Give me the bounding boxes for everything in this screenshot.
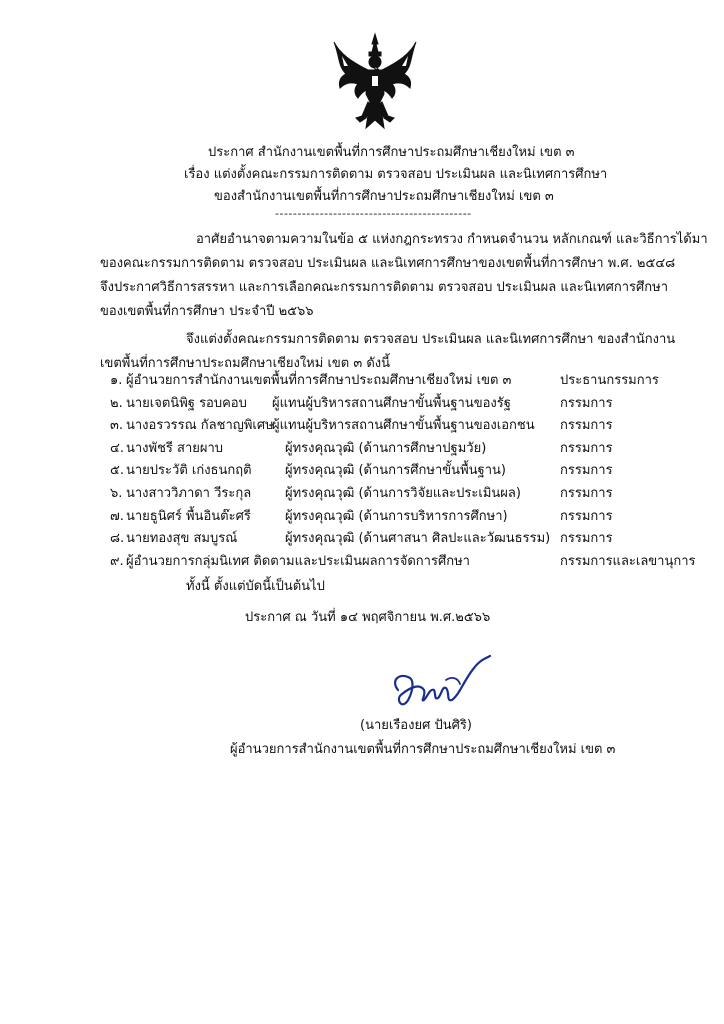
committee-number: ๑. bbox=[110, 373, 123, 388]
garuda-emblem-icon bbox=[332, 32, 418, 134]
committee-number: ๕. bbox=[110, 463, 124, 478]
committee-member-role: กรรมการ bbox=[560, 418, 613, 433]
committee-member-name: ผู้อำนวยการสำนักงานเขตพื้นที่การศึกษาประถมศึกษาเชียงใหม่ เขต ๓ bbox=[126, 373, 512, 388]
committee-member-name: นางสาววิภาดา วีระกุล bbox=[126, 486, 252, 501]
committee-member-description: ผู้ทรงคุณวุฒิ (ด้านการศึกษาปฐมวัย) bbox=[285, 441, 487, 456]
announcement-date: ประกาศ ณ วันที่ ๑๔ พฤศจิกายน พ.ศ.๒๕๖๖ bbox=[245, 610, 491, 625]
committee-member-role: กรรมการ bbox=[560, 531, 613, 546]
announcement-subject: เรื่อง แต่งตั้งคณะกรรมการติดตาม ตรวจสอบ ประเมินผล และนิเทศการศึกษา bbox=[184, 167, 608, 182]
body-paragraph-1-line-1: อาศัยอำนาจตามความในข้อ ๕ แห่งกฎกระทรวง กำหนดจำนวน หลักเกณฑ์ และวิธีการได้มา bbox=[196, 232, 708, 247]
committee-member-role: กรรมการ bbox=[560, 463, 613, 478]
committee-member-role: กรรมการ bbox=[560, 441, 613, 456]
committee-member-description: ผู้แทนผู้บริหารสถานศึกษาขั้นพื้นฐานของเอกชน bbox=[272, 418, 535, 433]
committee-number: ๖. bbox=[110, 486, 123, 501]
signatory-name: (นายเรืองยศ ปันศิริ) bbox=[360, 718, 472, 733]
committee-member-role: ประธานกรรมการ bbox=[560, 373, 659, 388]
committee-member-name: นายประวัติ เก่งธนกฤติ bbox=[126, 463, 252, 478]
committee-member-name: นางอรวรรณ กัลชาญพิเศษ bbox=[126, 418, 274, 433]
committee-member-description: ผู้ทรงคุณวุฒิ (ด้านศาสนา ศิลปะและวัฒนธรรม) bbox=[285, 531, 551, 546]
header-separator: -------------------------------------------- bbox=[275, 207, 472, 220]
handwritten-signature bbox=[380, 650, 500, 716]
committee-member-name: ผู้อำนวยการกลุ่มนิเทศ ติดตามและประเมินผลการจัดการศึกษา bbox=[126, 554, 470, 569]
body-paragraph-1-line-3: จึงประกาศวิธีการสรรหา และการเลือกคณะกรรมการติดตาม ตรวจสอบ ประเมินผล และนิเทศการศึกษา bbox=[100, 280, 669, 295]
committee-member-role: กรรมการ bbox=[560, 486, 613, 501]
committee-number: ๙. bbox=[110, 554, 124, 569]
body-paragraph-2-line-1: จึงแต่งตั้งคณะกรรมการติดตาม ตรวจสอบ ประเมินผล และนิเทศการศึกษา ของสำนักงาน bbox=[186, 332, 676, 347]
announcement-title: ประกาศ สำนักงานเขตพื้นที่การศึกษาประถมศึกษาเชียงใหม่ เขต ๓ bbox=[208, 145, 575, 160]
committee-member-description: ผู้ทรงคุณวุฒิ (ด้านการวิจัยและประเมินผล) bbox=[285, 486, 521, 501]
committee-member-description: ผู้ทรงคุณวุฒิ (ด้านการศึกษาขั้นพื้นฐาน) bbox=[285, 463, 506, 478]
committee-member-role: กรรมการ bbox=[560, 396, 613, 411]
committee-member-name: นางพัชรี สายผาบ bbox=[126, 441, 224, 456]
announcement-subject-line2: ของสำนักงานเขตพื้นที่การศึกษาประถมศึกษาเชียงใหม่ เขต ๓ bbox=[214, 189, 554, 204]
committee-member-name: นายทองสุข สมบูรณ์ bbox=[126, 531, 238, 546]
committee-member-description: ผู้ทรงคุณวุฒิ (ด้านการบริหารการศึกษา) bbox=[285, 509, 508, 524]
body-paragraph-1-line-2: ของคณะกรรมการติดตาม ตรวจสอบ ประเมินผล และนิเทศการศึกษาของเขตพื้นที่การศึกษา พ.ศ. ๒๕๔๘ bbox=[100, 256, 676, 271]
committee-number: ๘. bbox=[110, 531, 125, 546]
committee-member-role: กรรมการ bbox=[560, 509, 613, 524]
body-paragraph-1-line-4: ของเขตพื้นที่การศึกษา ประจำปี ๒๕๖๖ bbox=[100, 304, 314, 319]
committee-number: ๒. bbox=[110, 396, 123, 411]
effective-statement: ทั้งนี้ ตั้งแต่บัดนี้เป็นต้นไป bbox=[186, 579, 325, 594]
signatory-position: ผู้อำนวยการสำนักงานเขตพื้นที่การศึกษาประถมศึกษาเชียงใหม่ เขต ๓ bbox=[230, 742, 616, 757]
committee-number: ๗. bbox=[110, 509, 124, 524]
committee-member-name: นายธูนิศร์ พื้นอินต๊ะศรี bbox=[126, 509, 251, 524]
body-paragraph-2-line-2: เขตพื้นที่การศึกษาประถมศึกษาเชียงใหม่ เขต ๓ ดังนี้ bbox=[100, 356, 391, 371]
committee-number: ๔. bbox=[110, 441, 124, 456]
committee-member-description: ผู้แทนผู้บริหารสถานศึกษาขั้นพื้นฐานของรัฐ bbox=[272, 396, 511, 411]
committee-number: ๓. bbox=[110, 418, 124, 433]
committee-member-role: กรรมการและเลขานุการ bbox=[560, 554, 696, 569]
committee-member-name: นายเจตนิพิฐ รอบคอบ bbox=[126, 396, 247, 411]
